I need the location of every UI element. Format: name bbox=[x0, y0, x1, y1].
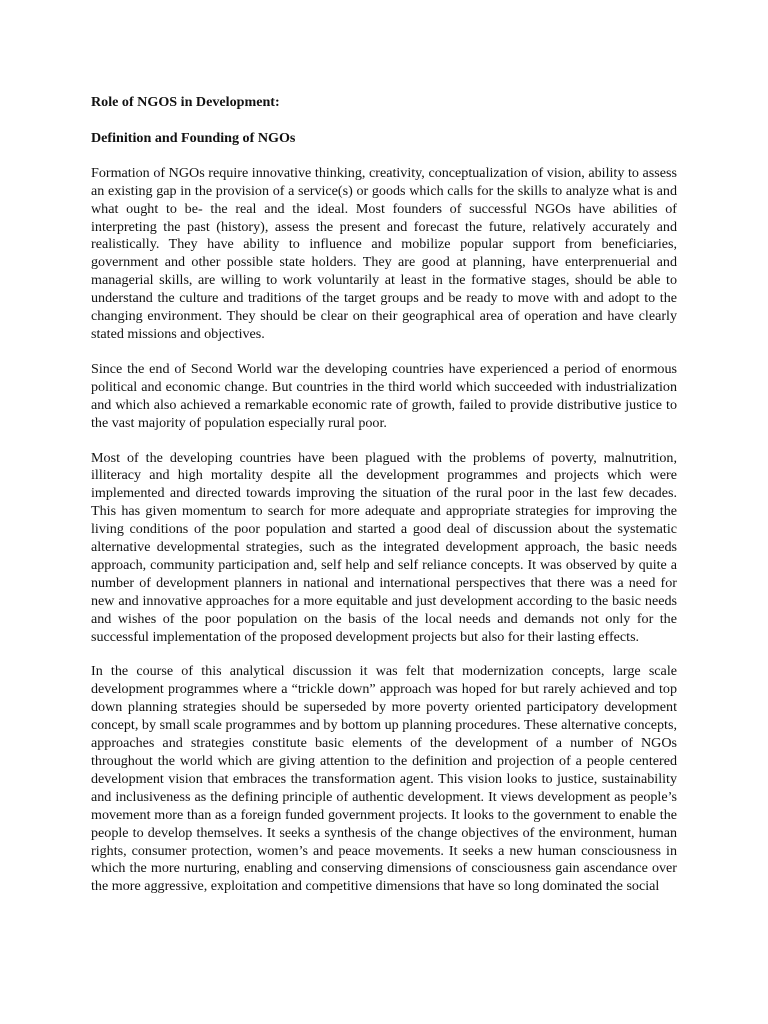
paragraph-1: Formation of NGOs require innovative thinking, creativity, conceptualization of vision, ability to assess an existing gap in the provision of a service(s) or goods which calls for the skills to analyze what is and what ought to be- the real and the ideal. Most founders of successful NGOs have abilities of interpreting the past (history), assess the present and forecast the future, relatively accurately and realistically. They have ability to influence and mobilize popular support from beneficiaries, government and other possible state holders. They are good at planning, have enterprenuerial and managerial skills, are willing to work voluntarily at least in the formative stages, should be able to understand the culture and traditions of the target groups and be ready to move with and adopt to the changing environment. They should be clear on their geographical area of operation and have clearly stated missions and objectives. bbox=[91, 164, 677, 342]
section-heading: Definition and Founding of NGOs bbox=[91, 129, 296, 146]
paragraph-3: Most of the developing countries have been plagued with the problems of poverty, malnutrition, illiteracy and high mortality despite all the development programmes and projects which were implemented and directed towards improving the situation of the rural poor in the last few decades. This has given momentum to search for more adequate and appropriate strategies for improving the living conditions of the poor population and started a good deal of discussion about the systematic alternative developmental strategies, such as the integrated development approach, the basic needs approach, community participation and, self help and self reliance concepts. It was observed by quite a number of development planners in national and international perspectives that there was a need for new and innovative approaches for a more equitable and just development according to the basic needs and wishes of the poor population on the basis of the local needs and demands not only for the successful implementation of the proposed development projects but also for their lasting effects. bbox=[91, 449, 677, 645]
document-body bbox=[91, 94, 677, 913]
document-title: Role of NGOS in Development: bbox=[91, 94, 280, 110]
paragraph-2: Since the end of Second World war the developing countries have experienced a period of enormous political and economic change. But countries in the third world which succeeded with industrialization and which also achieved a remarkable economic rate of growth, failed to provide distributive justice to the vast majority of population especially rural poor. bbox=[91, 360, 677, 431]
paragraph-4: In the course of this analytical discussion it was felt that modernization concepts, large scale development programmes where a “trickle down” approach was hoped for but rarely achieved and top down planning strategies should be superseded by more poverty oriented participatory development concept, by small scale programmes and by bottom up planning procedures. These alternative concepts, approaches and strategies constitute basic elements of the development of a number of NGOs throughout the world which are giving attention to the definition and projection of a people centered development vision that embraces the transformation agent. This vision looks to justice, sustainability and inclusiveness as the defining principle of authentic development. It views development as people’s movement more than as a foreign funded government projects. It looks to the government to enable the people to develop themselves. It seeks a synthesis of the change objectives of the environment, human rights, consumer protection, women’s and peace movements. It seeks a new human consciousness in which the more nurturing, enabling and conserving dimensions of consciousness gain ascendance over the more aggressive, exploitation and competitive dimensions that have so long dominated the social bbox=[91, 663, 677, 895]
